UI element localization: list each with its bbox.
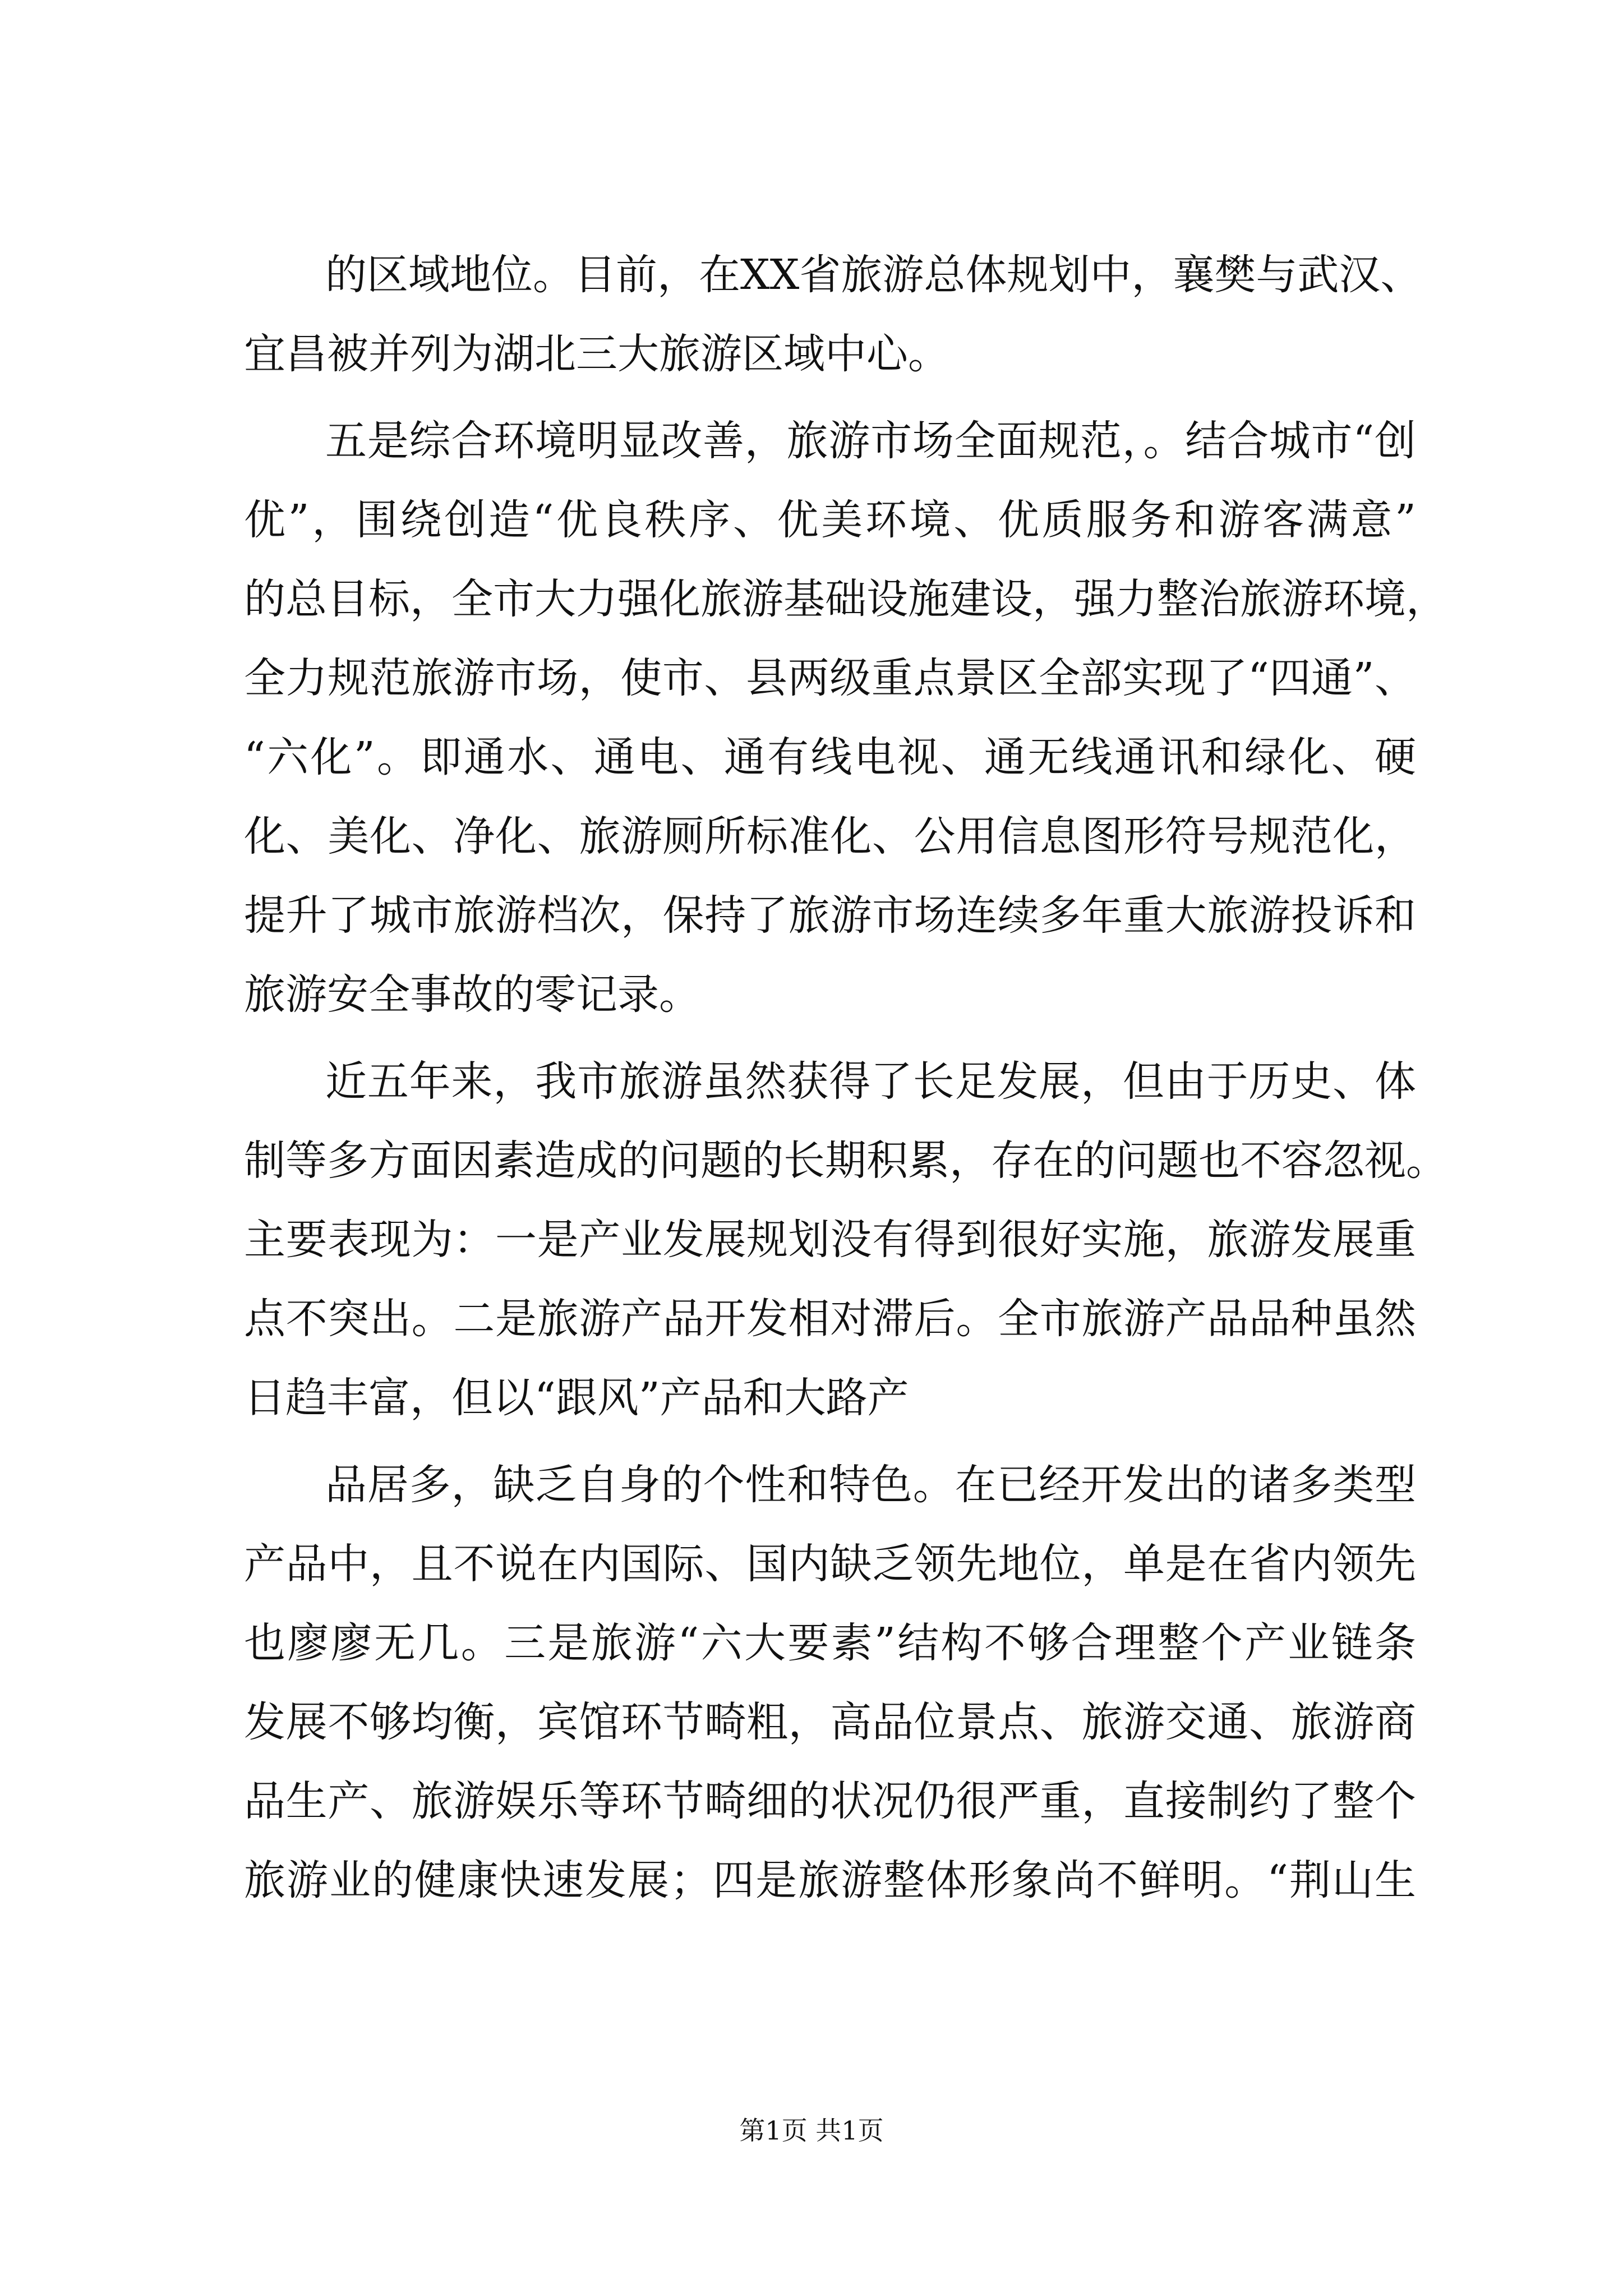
text-line: 日趋丰富，但以“跟风”产品和大路产	[244, 1374, 909, 1422]
text-line: 点不突出。二是旅游产品开发相对滞后。全市旅游产品品种虽然	[244, 1295, 1416, 1343]
text-line: “六化”。即通水、通电、通有线电视、通无线通讯和绿化、硬	[244, 733, 1416, 781]
text-line: 的总目标，全市大力强化旅游基础设施建设，强力整治旅游环境，	[244, 575, 1447, 623]
text-line: 发展不够均衡，宾馆环节畸粗，高品位景点、旅游交通、旅游商	[244, 1698, 1416, 1746]
text-line: 旅游业的健康快速发展；四是旅游整体形象尚不鲜明。“荆山生	[244, 1856, 1416, 1904]
paragraph-start-line: 近五年来，我市旅游虽然获得了长足发展，但由于历史、体	[325, 1057, 1416, 1106]
body-text	[244, 236, 1447, 1920]
text-line: 品生产、旅游娱乐等环节畸细的状况仍很严重，直接制约了整个	[244, 1777, 1416, 1825]
text-line: 制等多方面因素造成的问题的长期积累，存在的问题也不容忽视。	[244, 1137, 1447, 1185]
text-line: 优”，围绕创造“优良秩序、优美环境、优质服务和游客满意”	[244, 496, 1416, 544]
text-line: 宜昌被并列为湖北三大旅游区域中心。	[244, 330, 949, 378]
text-line: 产品中，且不说在内国际、国内缺乏领先地位，单是在省内领先	[244, 1540, 1416, 1588]
text-line: 主要表现为：一是产业发展规划没有得到很好实施，旅游发展重	[244, 1216, 1416, 1264]
text-line: 的区域地位。目前，在XX省旅游总体规划中，襄樊与武汉、	[325, 251, 1422, 299]
paragraph-start-line: 五是综合环境明显改善，旅游市场全面规范，。结合城市“创	[325, 417, 1416, 465]
text-line: 旅游安全事故的零记录。	[244, 970, 700, 1019]
text-line: 全力规范旅游市场，使市、县两级重点景区全部实现了“四通”、	[244, 654, 1416, 702]
text-line: 也廖廖无几。三是旅游“六大要素”结构不够合理整个产业链条	[244, 1619, 1416, 1667]
text-line: 提升了城市旅游档次，保持了旅游市场连续多年重大旅游投诉和	[244, 891, 1416, 940]
page-footer: 第1页 共1页	[739, 2115, 884, 2146]
paragraph-start-line: 品居多，缺乏自身的个性和特色。在已经开发出的诸多类型	[325, 1461, 1416, 1509]
text-line: 化、美化、净化、旅游厕所标准化、公用信息图形符号规范化，	[244, 812, 1416, 861]
